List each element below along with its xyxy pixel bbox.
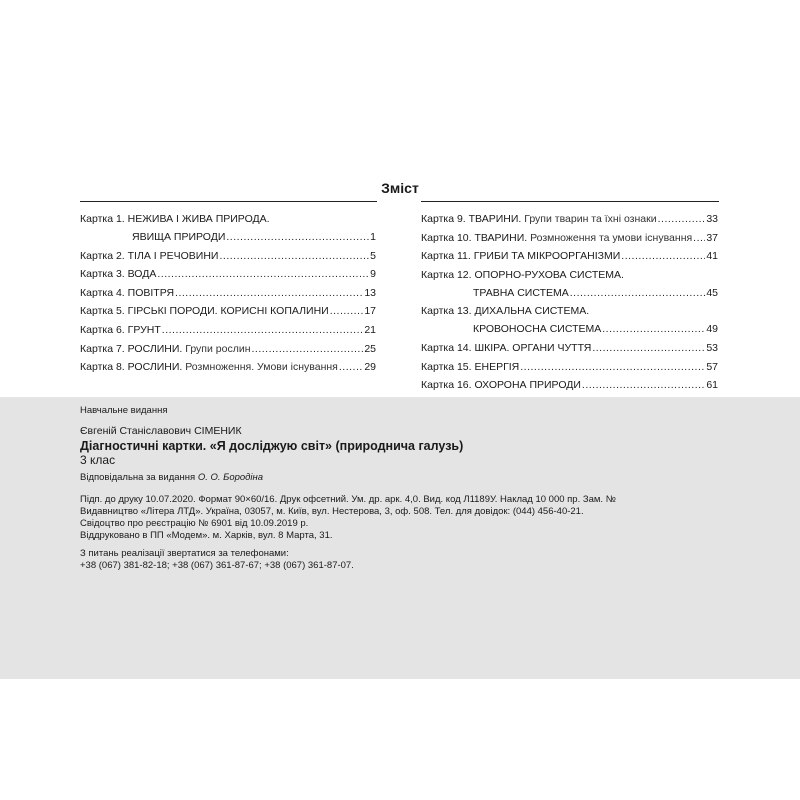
contents-right-column [421, 213, 718, 398]
phones-block [80, 548, 740, 572]
spec-line: Свідоцтво про реєстрацію № 6901 від 10.09.2019 р. [80, 518, 309, 529]
toc-entry-10[interactable]: Картка 10. ТВАРИНИ. Розмноження та умови існування ..... 37 [421, 232, 718, 251]
title-rule-left [80, 201, 377, 202]
toc-entry-2[interactable]: Картка 2. ТІЛА І РЕЧОВИНИ ..... 5 [80, 250, 376, 269]
imprint-block [80, 405, 740, 572]
toc-entry-title: НЕЖИВА І ЖИВА ПРИРОДА. [127, 213, 270, 225]
toc-entry-13[interactable]: Картка 13. ДИХАЛЬНА СИСТЕМА. КРОВОНОСНА СИСТЕМА ..... 49 [421, 305, 718, 342]
toc-entry-15[interactable]: Картка 15. ЕНЕРГІЯ ..... 57 [421, 361, 718, 380]
book-title: Діагностичні картки. «Я досліджую світ» (природнича галузь) [80, 439, 464, 453]
toc-entry-4[interactable]: Картка 4. ПОВІТРЯ ..... 13 [80, 287, 376, 306]
toc-entry-6[interactable]: Картка 6. ГРУНТ ..... 21 [80, 324, 376, 343]
print-specs [80, 494, 740, 542]
grade-label: 3 клас [80, 453, 116, 467]
toc-entry-5[interactable]: Картка 5. ГІРСЬКІ ПОРОДИ. КОРИСНІ КОПАЛИНИ ..... 17 [80, 305, 376, 324]
phones-label: З питань реалізації звертатися за телефонами: [80, 548, 289, 559]
toc-entry-12[interactable]: Картка 12. ОПОРНО-РУХОВА СИСТЕМА. ТРАВНА СИСТЕМА ..... 45 [421, 269, 718, 306]
title-rule-right [421, 201, 719, 202]
toc-entry-9[interactable]: Картка 9. ТВАРИНИ. Групи тварин та їхні ознаки ..... 33 [421, 213, 718, 232]
toc-entry-16[interactable]: Картка 16. ОХОРОНА ПРИРОДИ ..... 61 [421, 379, 718, 398]
contents-title: Зміст [381, 180, 419, 196]
edition-type: Навчальне видання [80, 405, 168, 416]
toc-entry-8[interactable]: Картка 8. РОСЛИНИ. Розмноження. Умови існування ..... 29 [80, 361, 376, 380]
toc-entry-11[interactable]: Картка 11. ГРИБИ ТА МІКРООРГАНІЗМИ ..... 41 [421, 250, 718, 269]
toc-entry-14[interactable]: Картка 14. ШКІРА. ОРГАНИ ЧУТТЯ ..... 53 [421, 342, 718, 361]
toc-entry-7[interactable]: Картка 7. РОСЛИНИ. Групи рослин ..... 25 [80, 343, 376, 362]
spec-line: Видавництво «Літера ЛТД». Україна, 03057, м. Київ, вул. Нестерова, 3, оф. 508. Тел. для довідок: (044) 456-40-21. [80, 506, 584, 517]
phones-list: +38 (067) 381-82-18; +38 (067) 361-87-67; +38 (067) 361-87-07. [80, 560, 354, 571]
spec-line: Віддруковано в ПП «Модем». м. Харків, вул. 8 Марта, 31. [80, 530, 333, 541]
contents-left-column [80, 213, 376, 380]
toc-page-number: 1 [370, 231, 376, 243]
spec-line: Підп. до друку 10.07.2020. Формат 90×60/16. Друк офсетний. Ум. др. арк. 4,0. Вид. код Л1189У. Наклад 10 000 пр. Зам. № [80, 494, 616, 505]
responsible-editor: Відповідальна за видання О. О. Бородіна [80, 472, 264, 483]
toc-entry-1[interactable]: Картка 1. НЕЖИВА І ЖИВА ПРИРОДА. ЯВИЩА ПРИРОДИ ..... 1 [80, 213, 376, 250]
author-name: Євгеній Станіславович СІМЕНИК [80, 425, 242, 437]
toc-entry-3[interactable]: Картка 3. ВОДА ..... 9 [80, 268, 376, 287]
